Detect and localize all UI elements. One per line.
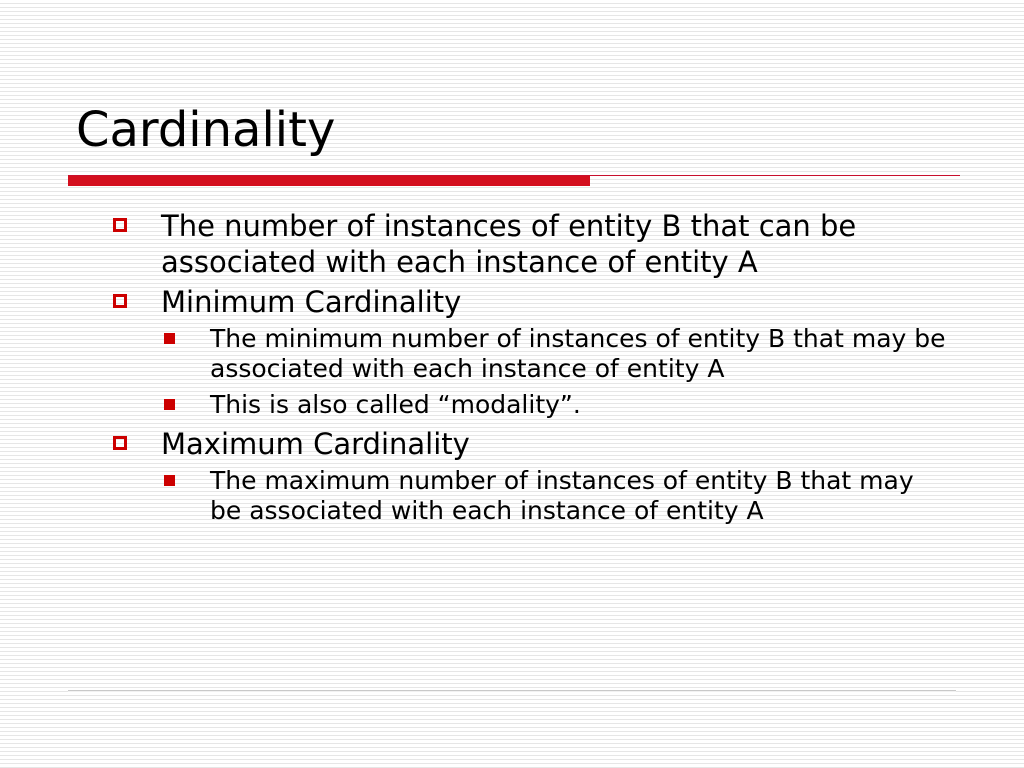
- sub-bullet-item: [157, 324, 968, 384]
- sub-bullet-list-maximum: [108, 466, 968, 526]
- hollow-square-bullet-icon: [113, 436, 127, 450]
- bullet-text: The number of instances of entity B that can be associated with each instance of entity A: [161, 209, 857, 279]
- filled-square-bullet-icon: [164, 475, 175, 486]
- filled-square-bullet-icon: [164, 399, 175, 410]
- slide-title: Cardinality: [76, 102, 336, 158]
- bullet-item-maximum-cardinality: [108, 426, 968, 462]
- sub-bullet-item: [157, 390, 968, 420]
- sub-bullet-item: [157, 466, 968, 526]
- sub-bullet-text: The minimum number of instances of entity B that may be associated with each instance of entity A: [210, 324, 946, 383]
- sub-bullet-text: This is also called “modality”.: [210, 390, 581, 419]
- bullet-text: Maximum Cardinality: [161, 427, 470, 461]
- bullet-item-minimum-cardinality: [108, 284, 968, 320]
- hollow-square-bullet-icon: [113, 294, 127, 308]
- hollow-square-bullet-icon: [113, 218, 127, 232]
- bullet-text: Minimum Cardinality: [161, 285, 462, 319]
- bullet-list: [108, 208, 968, 532]
- bullet-item-definition: [108, 208, 968, 280]
- title-underline-accent: [68, 176, 590, 186]
- sub-bullet-list-minimum: [108, 324, 968, 420]
- filled-square-bullet-icon: [164, 333, 175, 344]
- footer-divider: [68, 690, 956, 692]
- sub-bullet-text: The maximum number of instances of entity B that may be associated with each instance of entity A: [210, 466, 914, 525]
